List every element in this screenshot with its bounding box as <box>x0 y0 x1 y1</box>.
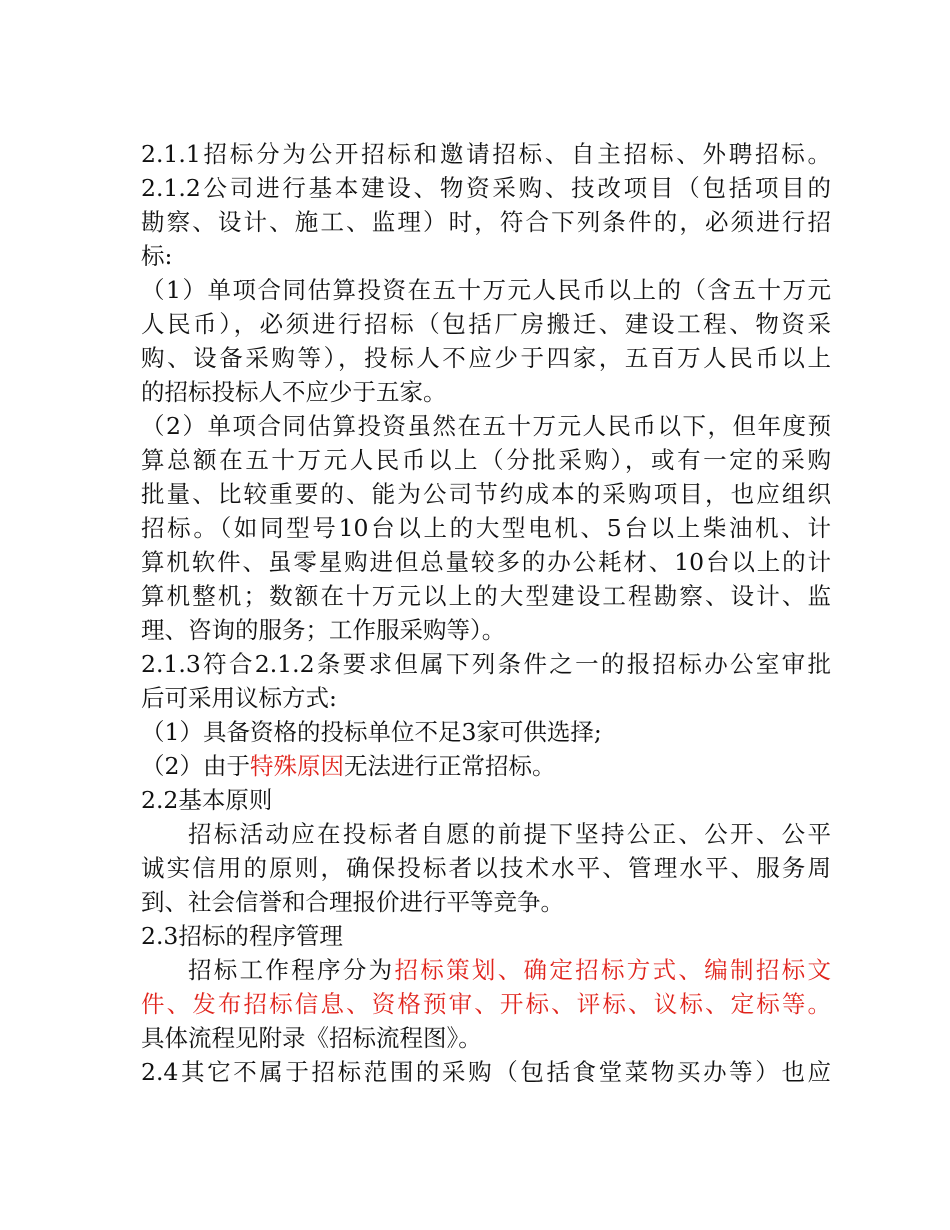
item-2-line-1: （2）单项合同估算投资虽然在五十万元人民币以下，但年度预 <box>141 412 831 440</box>
item-2-prefix: （2）由于 <box>141 752 250 780</box>
item-2-line-4: 招标。（如同型号10台以上的大型电机、5台以上柴油机、计 <box>141 514 831 542</box>
item-1-line-3: 购、设备采购等），投标人不应少于四家，五百万人民币以上 <box>141 344 831 372</box>
clause-2-1-3-item-2 <box>141 749 831 783</box>
highlight-special-reason: 特殊原因 <box>249 752 344 780</box>
section-2-2-para-line-3: 到、社会信誉和合理报价进行平等竞争。 <box>141 888 564 916</box>
clause-2-1-1: 2.1.1招标分为公开招标和邀请招标、自主招标、外聘招标。 <box>141 140 831 168</box>
section-2-3-heading: 2.3招标的程序管理 <box>141 922 343 950</box>
item-2-line-3: 批量、比较重要的、能为公司节约成本的采购项目，也应组织 <box>141 480 831 508</box>
clause-2-1-3-line-2: 后可采用议标方式: <box>141 684 337 712</box>
clause-2-1-3-line-1: 2.1.3符合2.1.2条要求但属下列条件之一的报招标办公室审批 <box>141 650 831 678</box>
clause-2-1-2-line-3: 标: <box>141 242 173 270</box>
item-1-line-2: 人民币），必须进行招标（包括厂房搬迁、建设工程、物资采 <box>141 310 831 338</box>
highlight-procedure-steps-1: 招标策划、确定招标方式、编制招标文 <box>394 956 831 984</box>
section-2-2-heading: 2.2基本原则 <box>141 786 273 814</box>
item-2-line-2: 算总额在五十万元人民币以上（分批采购），或有一定的采购 <box>141 446 831 474</box>
clause-2-1-2-line-1: 2.1.2公司进行基本建设、物资采购、技改项目（包括项目的 <box>141 174 831 202</box>
clause-2-1-2-line-2: 勘察、设计、施工、监理）时，符合下列条件的，必须进行招 <box>141 208 831 236</box>
section-2-3-para-line-3: 具体流程见附录《招标流程图》。 <box>141 1024 482 1052</box>
item-2-suffix: 无法进行正常招标。 <box>343 752 556 780</box>
section-2-2-para-line-2: 诚实信用的原则，确保投标者以技术水平、管理水平、服务周 <box>141 854 831 882</box>
item-1-line-4: 的招标投标人不应少于五家。 <box>141 378 447 406</box>
clause-2-1-3-item-1: （1）具备资格的投标单位不足3家可供选择; <box>141 718 602 746</box>
item-2-line-7: 理、咨询的服务；工作服采购等）。 <box>141 616 506 644</box>
section-2-3-para-line-1 <box>188 953 831 987</box>
item-2-line-5: 算机软件、虽零星购进但总量较多的办公耗材、10台以上的计 <box>141 548 831 576</box>
highlight-procedure-steps-2: 件、发布招标信息、资格预审、开标、评标、议标、定标等。 <box>141 990 831 1018</box>
section-2-2-para-line-1: 招标活动应在投标者自愿的前提下坚持公正、公开、公平 <box>188 820 831 848</box>
item-2-line-6: 算机整机；数额在十万元以上的大型建设工程勘察、设计、监 <box>141 582 831 610</box>
item-1-line-1: （1）单项合同估算投资在五十万元人民币以上的（含五十万元 <box>141 276 831 304</box>
procedure-intro: 招标工作程序分为 <box>188 956 395 984</box>
section-2-4-line-1: 2.4其它不属于招标范围的采购（包括食堂菜物买办等）也应 <box>141 1058 831 1086</box>
